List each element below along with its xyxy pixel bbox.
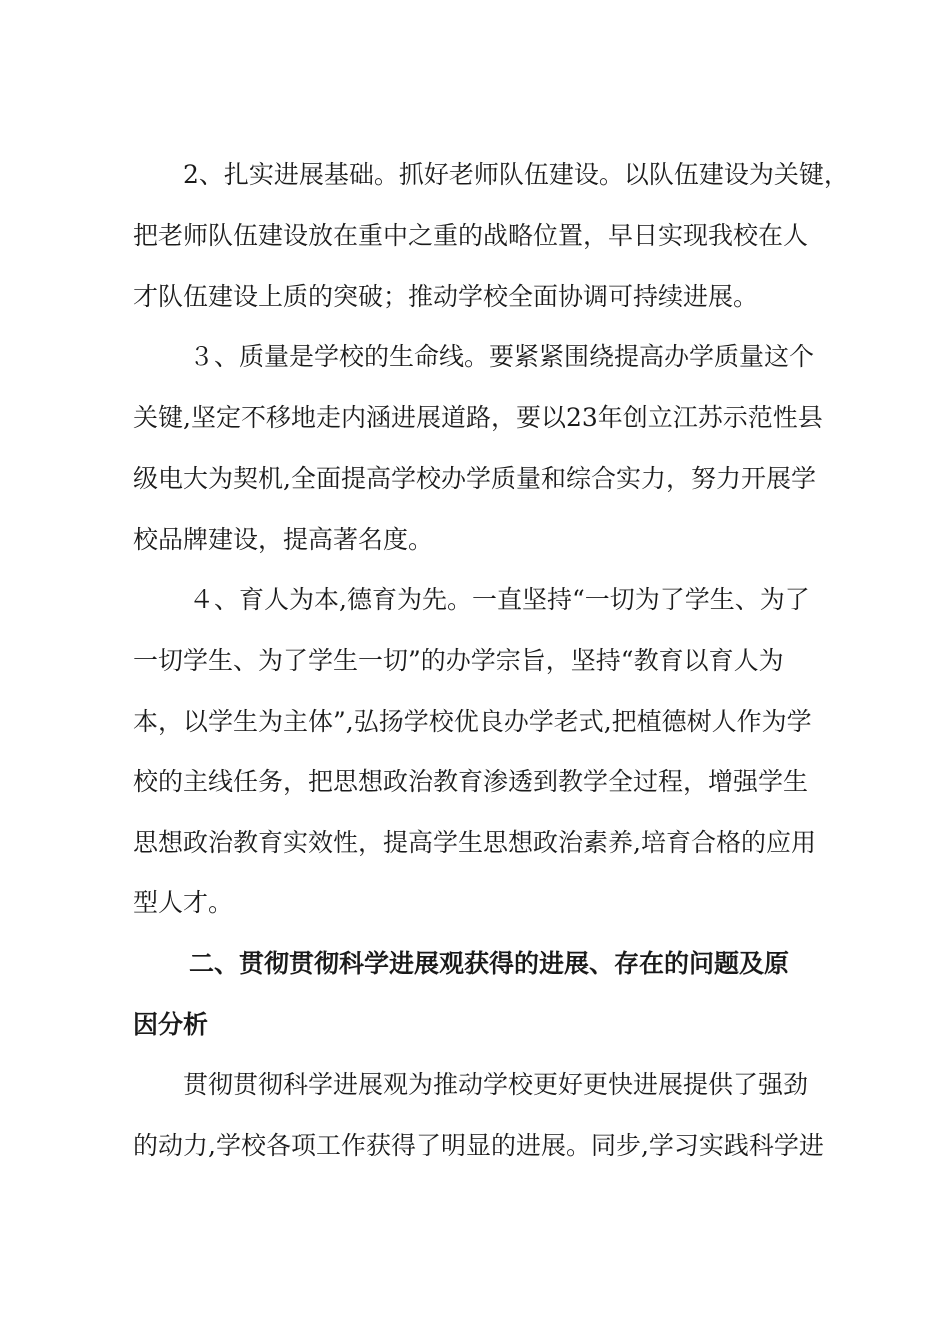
paragraph-4-line-3: 本，以学生为主体”,弘扬学校优良办学老式,把植德树人作为学: [133, 707, 812, 736]
paragraph-4-line-1: ４、育人为本,德育为先。一直坚持“一切为了学生、为了: [189, 585, 810, 614]
paragraph-3-line-4: 校品牌建设，提高著名度。: [133, 525, 434, 554]
paragraph-3-line-3: 级电大为契机,全面提高学校办学质量和综合实力，努力开展学: [133, 464, 816, 493]
paragraph-4-line-6: 型人才。: [133, 888, 234, 917]
paragraph-4-line-4: 校的主线任务，把思想政治教育渗透到教学全过程，增强学生: [133, 767, 809, 796]
paragraph-5-line-2: 的动力,学校各项工作获得了明显的进展。同步,学习实践科学进: [133, 1131, 824, 1160]
paragraph-3-line-2: 关键,坚定不移地走内涵进展道路，要以23年创立江苏示范性县: [133, 403, 823, 432]
paragraph-4-line-5: 思想政治教育实效性，提高学生思想政治素养,培育合格的应用: [133, 828, 816, 857]
paragraph-2-line-1: 2、扎实进展基础。抓好老师队伍建设。以队伍建设为关键，: [183, 160, 849, 189]
paragraph-2-line-2: 把老师队伍建设放在重中之重的战略位置，早日实现我校在人: [133, 221, 809, 250]
paragraph-4-line-2: 一切学生、为了学生一切”的办学宗旨，坚持“教育以育人为: [133, 646, 784, 675]
section-heading-line-2: 因分析: [133, 1010, 209, 1039]
paragraph-5-line-1: 贯彻贯彻科学进展观为推动学校更好更快进展提供了强劲: [183, 1070, 809, 1099]
paragraph-2-line-3: 才队伍建设上质的突破；推动学校全面协调可持续进展。: [133, 282, 759, 311]
paragraph-3-line-1: ３、质量是学校的生命线。要紧紧围绕提高办学质量这个: [189, 342, 815, 371]
section-heading-line-1: 二、贯彻贯彻科学进展观获得的进展、存在的问题及原: [189, 949, 790, 978]
